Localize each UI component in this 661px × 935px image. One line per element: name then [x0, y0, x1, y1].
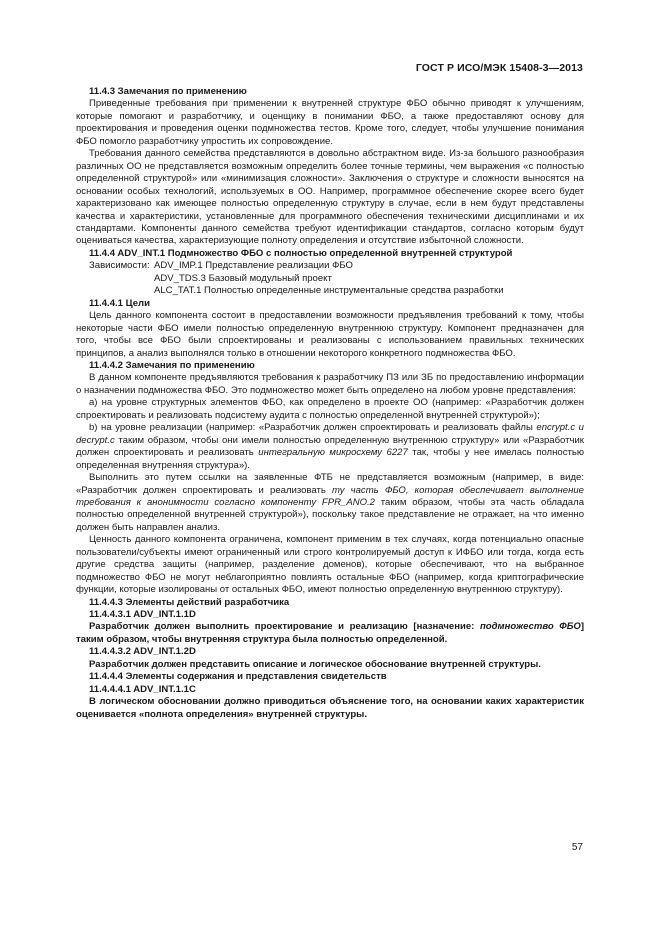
- dependencies-label: Зависимости:: [89, 260, 150, 272]
- heading-11-4-4-2: 11.4.4.2 Замечания по применению: [89, 359, 255, 371]
- element-adv-int-1-2d: Разработчик должен представить описание и логическое обоснование внутренней структуры.: [89, 658, 541, 670]
- page-number: 57: [571, 842, 583, 853]
- element-adv-int-1-1d: Разработчик должен выполнить проектирование и реализацию [назначение: подмножество ФБО] таким образом, чтобы внутренняя структура была полностью определенной.: [76, 621, 584, 645]
- heading-11-4-4: 11.4.4 ADV_INT.1 Подмножество ФБО с полностью определенной внутренней структурой: [89, 247, 513, 259]
- list-item-a: а) на уровне структурных элементов ФБО, как определено в проекте ОО (например: «Разработчик должен спроектировать и реализовать подсистему аудита с полностью определенной внутренней структурой»);: [76, 397, 584, 421]
- page-header: ГОСТ Р ИСО/МЭК 15408-3—2013: [415, 62, 583, 74]
- list-item-b: b) на уровне реализации (например: «Разработчик должен спроектировать и реализовать файлы encrypt.c и decrypt.c таким образом, чтобы они имели полностью определенную внутреннюю структуру» или «Разработчик должен спроектировать и реализовать интегральную микросхему 6227 так, чтобы у нее имелась полностью определенная внутренняя структура»).: [76, 422, 584, 471]
- paragraph: В данном компоненте предъявляются требования к разработчику ПЗ или ЗБ по предоставлению информации о назначении подмножества ФБО. Это подмножество может быть определено на любом уровне представления:: [76, 372, 584, 396]
- paragraph: Требования данного семейства представляются в довольно абстрактном виде. Из-за большого разнообразия различных ОО не представляется возможным определить более точные термины, чем выражения «с полностью определенной структурой» или «минимизация сложности». Заключения о структуре и сложности выносятся на основании особых технологий, используемых в ОО. Например, программное обеспечение скорее всего будет характеризовано как имеющее полностью определенную структуру в случае, если в нем будут представлены качества и характеристики, установленные для программного обеспечения техническими дисциплинами и их стандартами. Компоненты данного семейства требуют идентификации стандартов, согласно которым будут оцениваться качества, характеризующие полноту определения и отсутствие избыточной сложности.: [76, 148, 584, 247]
- heading-11-4-4-3-1: 11.4.4.3.1 ADV_INT.1.1D: [89, 609, 196, 621]
- dependency-item: ADV_TDS.3 Базовый модульный проект: [154, 272, 332, 284]
- paragraph: Приведенные требования при применении к внутренней структуре ФБО обычно приводят к улучшениям, которые помогают и разработчику, и оценщику в понимании ФБО, а также предоставляют основу для проектирования и проведения оценки подмножества тестов. Кроме того, следует, чтобы улучшение понимания ФБО помогло разработчику упростить их сопровождение.: [76, 98, 584, 147]
- heading-11-4-4-4-1: 11.4.4.4.1 ADV_INT.1.1C: [89, 683, 196, 695]
- heading-11-4-4-1: 11.4.4.1 Цели: [89, 297, 150, 309]
- heading-11-4-4-4: 11.4.4.4 Элементы содержания и представления свидетельств: [89, 671, 387, 683]
- paragraph: Ценность данного компонента ограничена, компонент применим в тех случаях, когда потенциально опасные пользователи/субъекты имеют ограниченный или строго контролируемый доступ к ИФБО или тогда, когда есть другие средства защиты (например, разделение доменов), которые обеспечивают, что на выбранное подмножество ФБО не могут неблагоприятно повлиять остальные ФБО (например, когда криптографические функции, которые изолированы от остальных ФБО, имеют полностью определенную внутреннюю структуру).: [76, 534, 584, 596]
- dependency-item: ALC_TAT.1 Полностью определенные инструментальные средства разработки: [154, 285, 504, 297]
- heading-11-4-3: 11.4.3 Замечания по применению: [89, 86, 247, 97]
- heading-11-4-4-3: 11.4.4.3 Элементы действий разработчика: [89, 596, 290, 608]
- document-body: [76, 86, 584, 721]
- element-adv-int-1-1c: В логическом обосновании должно приводиться объяснение того, на основании каких характеристик оценивается «полнота определения» внутренней структуры.: [76, 696, 584, 720]
- paragraph: Цель данного компонента состоит в предоставлении возможности предъявления требований к тому, чтобы некоторые части ФБО имели полностью определенную внутреннюю структуру. Компонент предназначен для того, чтобы все ФБО были спроектированы и реализованы с использованием правильных технических принципов, а анализ выполнялся только в отношении некоторого конкретного подмножества ФБО.: [76, 310, 584, 359]
- dependency-item: ADV_IMP.1 Представление реализации ФБО: [154, 260, 353, 272]
- dependencies: [76, 260, 584, 297]
- heading-11-4-4-3-2: 11.4.4.3.2 ADV_INT.1.2D: [89, 646, 196, 658]
- paragraph: Выполнить это путем ссылки на заявленные ФТБ не представляется возможным (например, в виде: «Разработчик должен спроектировать и реализовать ту часть ФБО, которая обеспечивает выполнение требования к анонимности согласно компоненту FPR_ANO.2 таким образом, чтобы эта часть обладала полностью определенной внутренней структурой»), поскольку такое представление не отражает, на что именно должен быть направлен анализ.: [76, 472, 584, 533]
